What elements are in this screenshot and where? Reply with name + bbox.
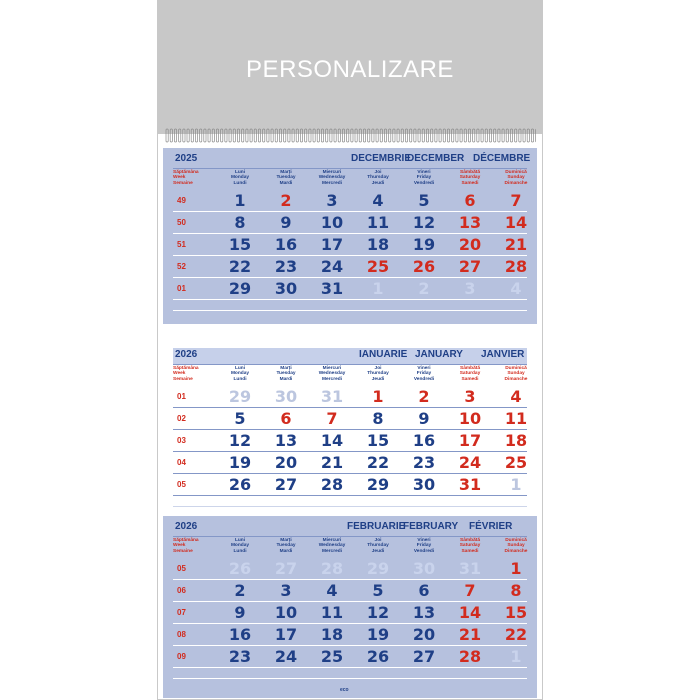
spiral-loop bbox=[414, 129, 416, 142]
week-row bbox=[173, 278, 527, 300]
week-label: Săptămâna Week Semaine bbox=[173, 538, 199, 554]
spiral-loop bbox=[208, 129, 210, 142]
day-cell: 14 bbox=[504, 213, 528, 232]
day-cell: 21 bbox=[320, 453, 344, 472]
day-cell: 5 bbox=[372, 581, 384, 600]
spiral-loop bbox=[498, 129, 500, 142]
day-cell: 25 bbox=[504, 453, 528, 472]
personalization-title: PERSONALIZARE bbox=[246, 56, 454, 83]
day-cell: 20 bbox=[274, 453, 298, 472]
spiral-loop bbox=[279, 129, 281, 142]
day-cell: 13 bbox=[458, 213, 482, 232]
spiral-loop bbox=[204, 129, 206, 142]
day-cell: 27 bbox=[412, 647, 436, 666]
day-cell: 27 bbox=[274, 475, 298, 494]
day-cell: 31 bbox=[458, 475, 482, 494]
spiral-loop bbox=[187, 129, 189, 142]
spiral-loop bbox=[275, 129, 277, 142]
spiral-loop bbox=[284, 129, 286, 142]
day-cell: 29 bbox=[228, 279, 252, 298]
day-cell: 1 bbox=[372, 387, 384, 406]
spiral-loop bbox=[305, 129, 307, 142]
day-cell: 13 bbox=[412, 603, 436, 622]
day-cell: 15 bbox=[366, 431, 390, 450]
weekday-label: Sâmbătă Saturday Samedi bbox=[459, 170, 481, 186]
day-cell: 2 bbox=[234, 581, 246, 600]
day-cell: 24 bbox=[458, 453, 482, 472]
week-number: 01 bbox=[177, 284, 186, 293]
spiral-loop bbox=[473, 129, 475, 142]
week-row bbox=[173, 430, 527, 452]
weekday-label: Joi Thursday Jeudi bbox=[367, 366, 389, 382]
day-cell: 17 bbox=[458, 431, 482, 450]
day-cell: 22 bbox=[504, 625, 528, 644]
spiral-loop bbox=[502, 129, 504, 142]
weekday-label: Marți Tuesday Mardi bbox=[276, 170, 296, 186]
week-number: 06 bbox=[177, 586, 186, 595]
month-name: FEBRUARIE bbox=[347, 521, 406, 532]
spiral-loop bbox=[174, 129, 176, 142]
spiral-loop bbox=[250, 129, 252, 142]
spiral-loop bbox=[229, 129, 231, 142]
week-row bbox=[173, 624, 527, 646]
day-cell: 1 bbox=[510, 475, 522, 494]
day-cell: 7 bbox=[326, 409, 338, 428]
month-name: DÉCEMBRE bbox=[473, 153, 531, 164]
spiral-loop bbox=[183, 129, 185, 142]
spiral-loop bbox=[359, 129, 361, 142]
spiral-loop bbox=[355, 129, 357, 142]
spiral-loop bbox=[170, 129, 172, 142]
spiral-loop bbox=[431, 129, 433, 142]
day-cell: 30 bbox=[412, 559, 436, 578]
day-cell: 23 bbox=[274, 257, 298, 276]
spiral-loop bbox=[410, 129, 412, 142]
weekday-label: Sâmbătă Saturday Samedi bbox=[459, 538, 481, 554]
weekday-label: Sâmbătă Saturday Samedi bbox=[459, 366, 481, 382]
day-cell: 20 bbox=[458, 235, 482, 254]
day-cell: 27 bbox=[458, 257, 482, 276]
month-panel-january bbox=[163, 326, 537, 514]
day-cell: 26 bbox=[366, 647, 390, 666]
spiral-loop bbox=[384, 129, 386, 142]
spiral-loop bbox=[166, 129, 168, 142]
day-cell: 11 bbox=[320, 603, 344, 622]
day-cell: 17 bbox=[274, 625, 298, 644]
note-line bbox=[173, 678, 527, 679]
note-line bbox=[173, 310, 527, 311]
week-number: 08 bbox=[177, 630, 186, 639]
spiral-loop bbox=[397, 129, 399, 142]
day-cell: 4 bbox=[510, 279, 522, 298]
week-row bbox=[173, 602, 527, 624]
day-cell: 7 bbox=[510, 191, 522, 210]
spiral-loop bbox=[531, 129, 533, 142]
week-row bbox=[173, 234, 527, 256]
spiral-loop bbox=[342, 129, 344, 142]
week-row bbox=[173, 256, 527, 278]
day-cell: 6 bbox=[280, 409, 292, 428]
week-row bbox=[173, 580, 527, 602]
spiral-loop bbox=[447, 129, 449, 142]
day-cell: 1 bbox=[234, 191, 246, 210]
spiral-loop bbox=[313, 129, 315, 142]
week-label: Săptămâna Week Semaine bbox=[173, 366, 199, 382]
spiral-loop bbox=[460, 129, 462, 142]
day-cell: 18 bbox=[504, 431, 528, 450]
weekday-label: Luni Monday Lundi bbox=[230, 538, 250, 554]
day-cell: 4 bbox=[326, 581, 338, 600]
week-number: 03 bbox=[177, 436, 186, 445]
weekday-label: Miercuri Wednesday Mercredi bbox=[318, 538, 346, 554]
month-name: DECEMBER bbox=[407, 153, 465, 164]
week-number: 09 bbox=[177, 652, 186, 661]
spiral-loop bbox=[347, 129, 349, 142]
month-header bbox=[173, 520, 527, 537]
day-cell: 9 bbox=[280, 213, 292, 232]
day-cell: 26 bbox=[412, 257, 436, 276]
day-cell: 3 bbox=[326, 191, 338, 210]
day-cell: 16 bbox=[274, 235, 298, 254]
spiral-loop bbox=[376, 129, 378, 142]
weekday-label: Marți Tuesday Mardi bbox=[276, 538, 296, 554]
spiral-loop bbox=[216, 129, 218, 142]
day-cell: 12 bbox=[366, 603, 390, 622]
spiral-loop bbox=[300, 129, 302, 142]
spiral-loop bbox=[330, 129, 332, 142]
day-cell: 16 bbox=[228, 625, 252, 644]
spiral-loop bbox=[393, 129, 395, 142]
day-cell: 29 bbox=[366, 559, 390, 578]
spiral-loop bbox=[368, 129, 370, 142]
month-panel-february bbox=[163, 516, 537, 698]
day-cell: 10 bbox=[274, 603, 298, 622]
spiral-loop bbox=[309, 129, 311, 142]
year-label: 2025 bbox=[175, 153, 198, 164]
spiral-loop bbox=[271, 129, 273, 142]
day-cell: 7 bbox=[464, 581, 476, 600]
spiral-loop bbox=[292, 129, 294, 142]
day-cell: 26 bbox=[228, 475, 252, 494]
spiral-loop bbox=[288, 129, 290, 142]
day-cell: 2 bbox=[280, 191, 292, 210]
week-number: 50 bbox=[177, 218, 186, 227]
week-row bbox=[173, 212, 527, 234]
spiral-loop bbox=[435, 129, 437, 142]
week-number: 05 bbox=[177, 480, 186, 489]
day-cell: 11 bbox=[504, 409, 528, 428]
spiral-loop bbox=[258, 129, 260, 142]
day-cell: 15 bbox=[228, 235, 252, 254]
spiral-loop bbox=[326, 129, 328, 142]
note-line bbox=[173, 506, 527, 507]
spiral-loop bbox=[246, 129, 248, 142]
day-cell: 31 bbox=[320, 387, 344, 406]
week-number: 49 bbox=[177, 196, 186, 205]
weekday-label: Miercuri Wednesday Mercredi bbox=[318, 366, 346, 382]
spiral-loop bbox=[439, 129, 441, 142]
day-cell: 9 bbox=[234, 603, 246, 622]
day-cell: 18 bbox=[366, 235, 390, 254]
spiral-loop bbox=[242, 129, 244, 142]
day-cell: 12 bbox=[412, 213, 436, 232]
spiral-loop bbox=[523, 129, 525, 142]
spiral-loop bbox=[443, 129, 445, 142]
day-cell: 24 bbox=[274, 647, 298, 666]
weekday-label: Marți Tuesday Mardi bbox=[276, 366, 296, 382]
spiral-loop bbox=[237, 129, 239, 142]
day-cell: 30 bbox=[412, 475, 436, 494]
day-cell: 14 bbox=[458, 603, 482, 622]
day-cell: 2 bbox=[418, 279, 430, 298]
day-cell: 1 bbox=[372, 279, 384, 298]
day-cell: 19 bbox=[366, 625, 390, 644]
weekday-label: Luni Monday Lundi bbox=[230, 366, 250, 382]
day-cell: 3 bbox=[464, 387, 476, 406]
day-cell: 1 bbox=[510, 647, 522, 666]
spiral-loop bbox=[263, 129, 265, 142]
spiral-loop bbox=[422, 129, 424, 142]
spiral-loop bbox=[401, 129, 403, 142]
weekday-label: Duminică Sunday Dimanche bbox=[504, 366, 528, 382]
day-cell: 29 bbox=[366, 475, 390, 494]
day-cell: 21 bbox=[504, 235, 528, 254]
spiral-loop bbox=[527, 129, 529, 142]
month-name: IANUARIE bbox=[359, 349, 408, 360]
spiral-loop bbox=[519, 129, 521, 142]
day-cell: 10 bbox=[458, 409, 482, 428]
day-cell: 28 bbox=[320, 475, 344, 494]
week-number: 05 bbox=[177, 564, 186, 573]
day-cell: 14 bbox=[320, 431, 344, 450]
spiral-loop bbox=[418, 129, 420, 142]
spiral-loop bbox=[510, 129, 512, 142]
day-cell: 19 bbox=[412, 235, 436, 254]
day-cell: 2 bbox=[418, 387, 430, 406]
day-cell: 6 bbox=[418, 581, 430, 600]
day-cell: 31 bbox=[320, 279, 344, 298]
day-cell: 6 bbox=[464, 191, 476, 210]
day-cell: 5 bbox=[234, 409, 246, 428]
day-cell: 25 bbox=[366, 257, 390, 276]
spiral-loop bbox=[317, 129, 319, 142]
day-cell: 27 bbox=[274, 559, 298, 578]
weekday-label: Duminică Sunday Dimanche bbox=[504, 170, 528, 186]
eco-logo: eco bbox=[340, 687, 349, 693]
day-cell: 22 bbox=[366, 453, 390, 472]
spiral-binding bbox=[164, 128, 536, 144]
spiral-loop bbox=[481, 129, 483, 142]
day-cell: 11 bbox=[366, 213, 390, 232]
week-number: 02 bbox=[177, 414, 186, 423]
spiral-loop bbox=[200, 129, 202, 142]
day-cell: 28 bbox=[320, 559, 344, 578]
weekday-label: Vineri Friday Vendredi bbox=[413, 538, 435, 554]
week-number: 51 bbox=[177, 240, 186, 249]
spiral-loop bbox=[351, 129, 353, 142]
day-cell: 10 bbox=[320, 213, 344, 232]
day-cell: 5 bbox=[418, 191, 430, 210]
spiral-loop bbox=[380, 129, 382, 142]
day-cell: 18 bbox=[320, 625, 344, 644]
month-name: JANVIER bbox=[481, 349, 525, 360]
spiral-loop bbox=[321, 129, 323, 142]
month-panel-december bbox=[163, 148, 537, 324]
spiral-loop bbox=[426, 129, 428, 142]
day-cell: 1 bbox=[510, 559, 522, 578]
spiral-loop bbox=[267, 129, 269, 142]
spiral-loop bbox=[456, 129, 458, 142]
spiral-loop bbox=[338, 129, 340, 142]
day-cell: 13 bbox=[274, 431, 298, 450]
week-number: 52 bbox=[177, 262, 186, 271]
spiral-loop bbox=[489, 129, 491, 142]
day-cell: 8 bbox=[234, 213, 246, 232]
day-cell: 22 bbox=[228, 257, 252, 276]
calendar-header bbox=[157, 0, 543, 134]
spiral-loop bbox=[477, 129, 479, 142]
day-cell: 17 bbox=[320, 235, 344, 254]
spiral-loop bbox=[254, 129, 256, 142]
spiral-loop bbox=[179, 129, 181, 142]
day-cell: 25 bbox=[320, 647, 344, 666]
weekday-label: Duminică Sunday Dimanche bbox=[504, 538, 528, 554]
weekday-label: Vineri Friday Vendredi bbox=[413, 366, 435, 382]
day-cell: 30 bbox=[274, 279, 298, 298]
month-name: FÉVRIER bbox=[469, 521, 513, 532]
spiral-loop bbox=[221, 129, 223, 142]
weekday-label: Vineri Friday Vendredi bbox=[413, 170, 435, 186]
day-cell: 3 bbox=[280, 581, 292, 600]
spiral-loop bbox=[389, 129, 391, 142]
day-cell: 30 bbox=[274, 387, 298, 406]
spiral-loop bbox=[212, 129, 214, 142]
month-name: JANUARY bbox=[415, 349, 463, 360]
day-cell: 16 bbox=[412, 431, 436, 450]
week-label: Săptămâna Week Semaine bbox=[173, 170, 199, 186]
spiral-loop bbox=[372, 129, 374, 142]
weekday-label: Miercuri Wednesday Mercredi bbox=[318, 170, 346, 186]
weekday-label: Joi Thursday Jeudi bbox=[367, 538, 389, 554]
day-cell: 31 bbox=[458, 559, 482, 578]
month-header bbox=[173, 152, 531, 169]
week-row bbox=[173, 452, 527, 474]
day-cell: 26 bbox=[228, 559, 252, 578]
weekday-label: Luni Monday Lundi bbox=[230, 170, 250, 186]
week-number: 01 bbox=[177, 392, 186, 401]
week-number: 04 bbox=[177, 458, 186, 467]
month-header bbox=[173, 348, 527, 365]
spiral-loop bbox=[363, 129, 365, 142]
week-row bbox=[173, 558, 527, 580]
day-cell: 24 bbox=[320, 257, 344, 276]
day-cell: 23 bbox=[228, 647, 252, 666]
day-cell: 28 bbox=[458, 647, 482, 666]
day-cell: 8 bbox=[372, 409, 384, 428]
day-cell: 3 bbox=[464, 279, 476, 298]
week-row bbox=[173, 386, 527, 408]
day-cell: 21 bbox=[458, 625, 482, 644]
week-row bbox=[173, 474, 527, 496]
spiral-loop bbox=[494, 129, 496, 142]
day-cell: 12 bbox=[228, 431, 252, 450]
day-cell: 19 bbox=[228, 453, 252, 472]
spiral-loop bbox=[191, 129, 193, 142]
day-cell: 23 bbox=[412, 453, 436, 472]
spiral-loop bbox=[225, 129, 227, 142]
day-cell: 8 bbox=[510, 581, 522, 600]
spiral-loop bbox=[506, 129, 508, 142]
week-row bbox=[173, 646, 527, 668]
spiral-loop bbox=[468, 129, 470, 142]
day-cell: 9 bbox=[418, 409, 430, 428]
year-label: 2026 bbox=[175, 521, 198, 532]
week-row bbox=[173, 408, 527, 430]
day-cell: 4 bbox=[510, 387, 522, 406]
week-row bbox=[173, 190, 527, 212]
day-cell: 29 bbox=[228, 387, 252, 406]
spiral-loop bbox=[233, 129, 235, 142]
spiral-loop bbox=[485, 129, 487, 142]
spiral-loop bbox=[334, 129, 336, 142]
weekday-label: Joi Thursday Jeudi bbox=[367, 170, 389, 186]
spiral-loop bbox=[296, 129, 298, 142]
year-label: 2026 bbox=[175, 349, 198, 360]
week-number: 07 bbox=[177, 608, 186, 617]
spiral-loop bbox=[464, 129, 466, 142]
spiral-loop bbox=[405, 129, 407, 142]
month-name: DECEMBRIE bbox=[351, 153, 412, 164]
month-name: FEBRUARY bbox=[403, 521, 459, 532]
day-cell: 20 bbox=[412, 625, 436, 644]
spiral-loop bbox=[195, 129, 197, 142]
spiral-loop bbox=[515, 129, 517, 142]
day-cell: 4 bbox=[372, 191, 384, 210]
day-cell: 28 bbox=[504, 257, 528, 276]
spiral-loop bbox=[452, 129, 454, 142]
day-cell: 15 bbox=[504, 603, 528, 622]
